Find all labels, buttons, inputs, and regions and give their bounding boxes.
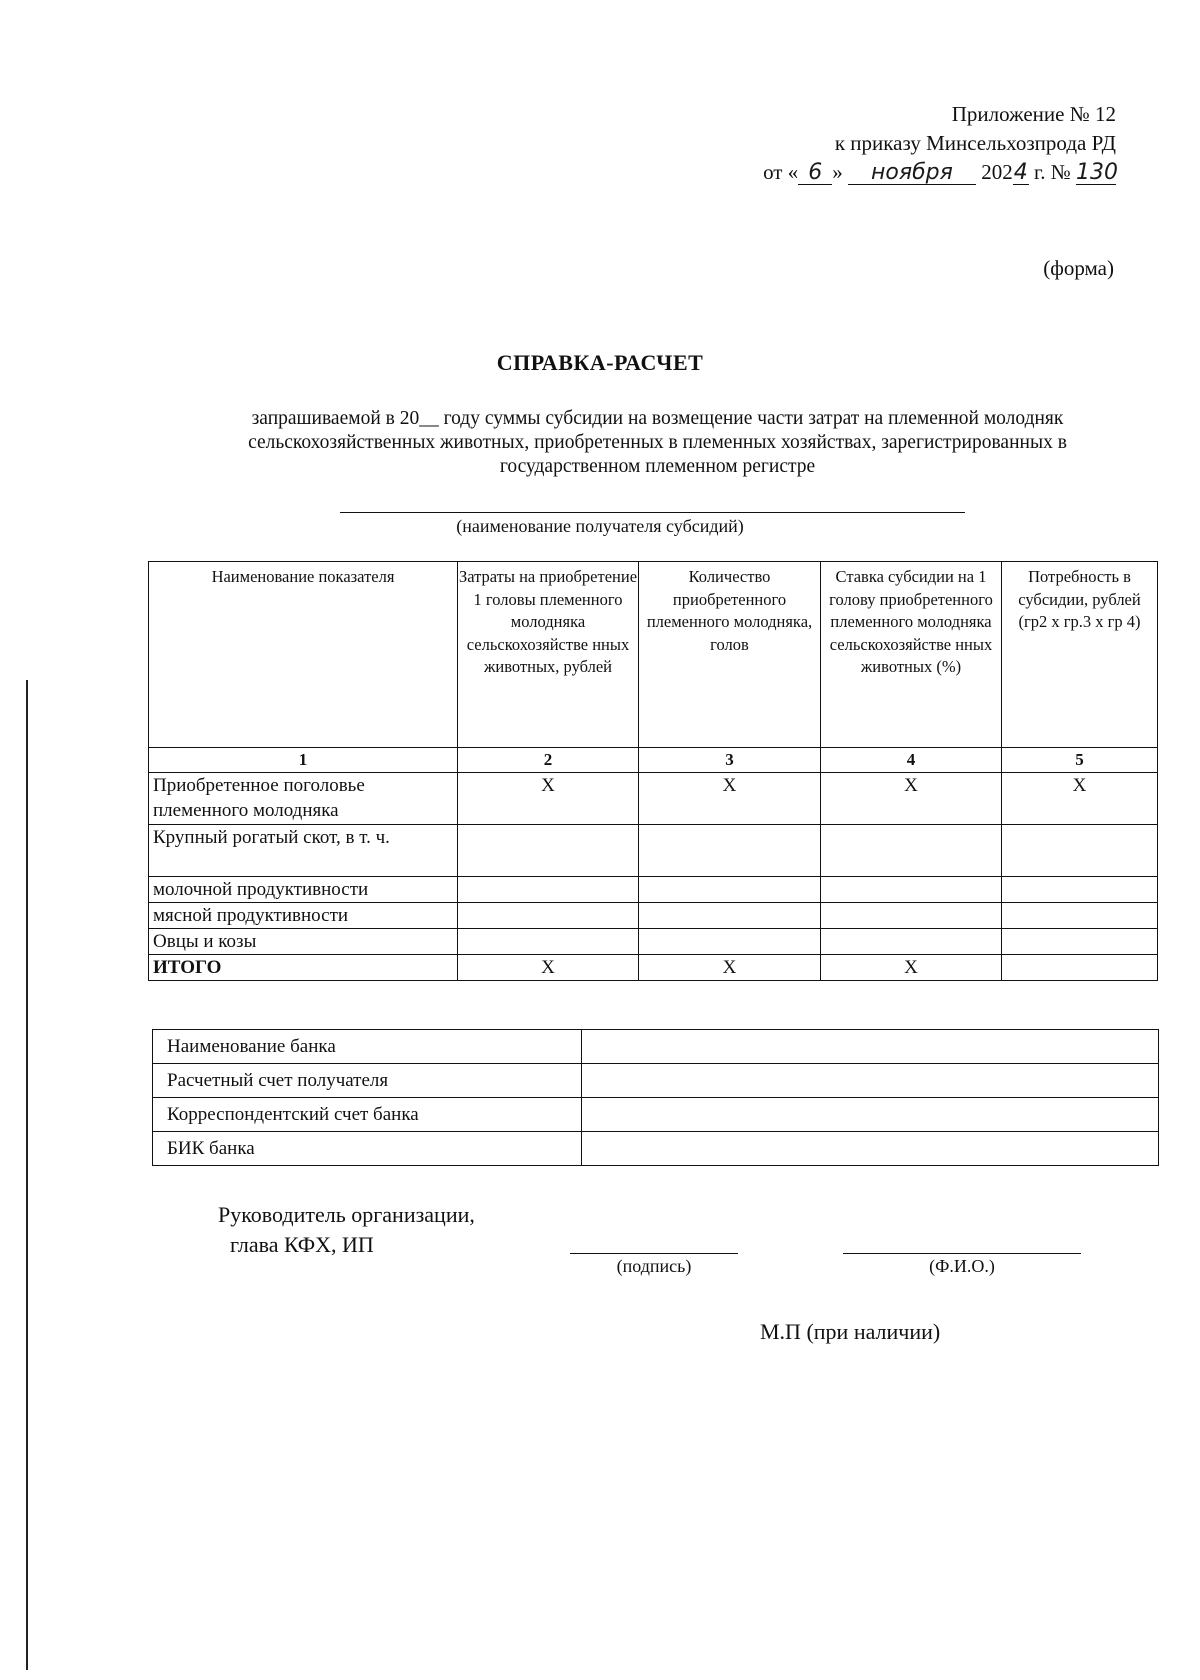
recipient-name-line [340, 512, 965, 513]
row-label: Приобретенное поголовье племенного молодняка [149, 773, 458, 825]
table-cell[interactable]: Х [639, 773, 821, 825]
table-cell[interactable] [639, 877, 821, 903]
signatory-role-line1: Руководитель организации, [218, 1202, 475, 1227]
total-label: ИТОГО [149, 955, 458, 981]
bank-name-label: Наименование банка [153, 1030, 582, 1064]
date-day: 6 [798, 162, 832, 185]
order-date-line [763, 158, 1116, 187]
bik-label: БИК банка [153, 1132, 582, 1166]
full-name-caption: (Ф.И.О.) [929, 1256, 995, 1276]
table-cell[interactable] [458, 929, 639, 955]
form-label: (форма) [1043, 256, 1114, 280]
table-cell[interactable]: Х [639, 955, 821, 981]
table-cell[interactable] [639, 929, 821, 955]
header-indicator: Наименование показателя [149, 562, 458, 748]
table-cell[interactable] [639, 903, 821, 929]
table-cell[interactable] [1002, 929, 1158, 955]
column-number: 4 [821, 748, 1002, 773]
table-cell[interactable] [1002, 903, 1158, 929]
header-quantity: Количество приобретенного племенного молодняка, голов [639, 562, 821, 748]
header-cost-per-head: Затраты на приобретение 1 головы племенного молодняка сельскохозяйстве нных животных, рублей [458, 562, 639, 748]
correspondent-account-field[interactable] [582, 1098, 1159, 1132]
order-number-label: г. № [1033, 160, 1071, 184]
table-cell[interactable]: Х [821, 955, 1002, 981]
document-subtitle: запрашиваемой в 20__ году суммы субсидии на возмещение части затрат на племенной молодняк сельскохозяйственных животных, приобретенных в племенных хозяйствах, зарегистрированных в государственном племенном регистре [248, 408, 1067, 477]
correspondent-account-label: Корреспондентский счет банка [153, 1098, 582, 1132]
table-cell[interactable] [458, 825, 639, 877]
table-cell[interactable] [821, 929, 1002, 955]
table-cell[interactable]: Х [821, 773, 1002, 825]
row-label: молочной продуктивности [149, 877, 458, 903]
table-cell[interactable] [458, 903, 639, 929]
row-label: Овцы и козы [149, 929, 458, 955]
table-cell[interactable] [821, 877, 1002, 903]
date-month: ноября [848, 162, 976, 185]
table-cell[interactable]: Х [458, 955, 639, 981]
column-number: 2 [458, 748, 639, 773]
order-reference: к приказу Минсельхозпрода РД [834, 131, 1116, 155]
bank-row [153, 1132, 1159, 1166]
total-row [149, 955, 1158, 981]
table-cell[interactable] [1002, 825, 1158, 877]
document-title: СПРАВКА-РАСЧЕТ [496, 350, 704, 375]
table-cell[interactable] [458, 877, 639, 903]
signatory-role [218, 1200, 475, 1260]
order-number: 130 [1076, 160, 1118, 185]
bank-row [153, 1098, 1159, 1132]
table-header-row [149, 562, 1158, 748]
column-number: 5 [1002, 748, 1158, 773]
table-row [149, 929, 1158, 955]
bank-row [153, 1030, 1159, 1064]
signature-line[interactable] [570, 1253, 738, 1254]
column-numbers-row [149, 748, 1158, 773]
table-row [149, 903, 1158, 929]
date-prefix: от « [763, 160, 799, 184]
header-subsidy-need: Потребность в субсидии, рублей (гр2 х гр.3 х гр 4) [1002, 562, 1158, 748]
calculation-table [148, 561, 1158, 981]
date-mid: » [832, 160, 843, 184]
bank-row [153, 1064, 1159, 1098]
table-cell[interactable]: Х [458, 773, 639, 825]
table-cell[interactable] [1002, 877, 1158, 903]
table-row [149, 877, 1158, 903]
settlement-account-label: Расчетный счет получателя [153, 1064, 582, 1098]
scan-margin-line [26, 680, 28, 1670]
table-row [149, 773, 1158, 825]
column-number: 3 [639, 748, 821, 773]
header-subsidy-rate: Ставка субсидии на 1 голову приобретенного племенного молодняка сельскохозяйстве нных животных (%) [821, 562, 1002, 748]
table-row [149, 825, 1158, 877]
stamp-label: М.П (при наличии) [760, 1319, 941, 1344]
bank-details-table [152, 1029, 1159, 1166]
date-year-prefix: 202 [981, 160, 1013, 184]
row-label: мясной продуктивности [149, 903, 458, 929]
column-number: 1 [149, 748, 458, 773]
settlement-account-field[interactable] [582, 1064, 1159, 1098]
bik-field[interactable] [582, 1132, 1159, 1166]
signatory-role-line2: глава КФХ, ИП [230, 1232, 374, 1257]
bank-name-field[interactable] [582, 1030, 1159, 1064]
date-year-suffix: 4 [1013, 160, 1028, 185]
full-name-line[interactable] [843, 1253, 1081, 1254]
table-cell[interactable] [821, 825, 1002, 877]
table-cell[interactable]: Х [1002, 773, 1158, 825]
total-subsidy-cell[interactable] [1002, 955, 1158, 981]
table-cell[interactable] [821, 903, 1002, 929]
appendix-header [763, 100, 1116, 187]
row-label: Крупный рогатый скот, в т. ч. [149, 825, 458, 877]
signature-caption: (подпись) [616, 1256, 692, 1276]
table-cell[interactable] [639, 825, 821, 877]
recipient-caption: (наименование получателя субсидий) [456, 516, 744, 536]
appendix-number: Приложение № 12 [951, 102, 1116, 126]
